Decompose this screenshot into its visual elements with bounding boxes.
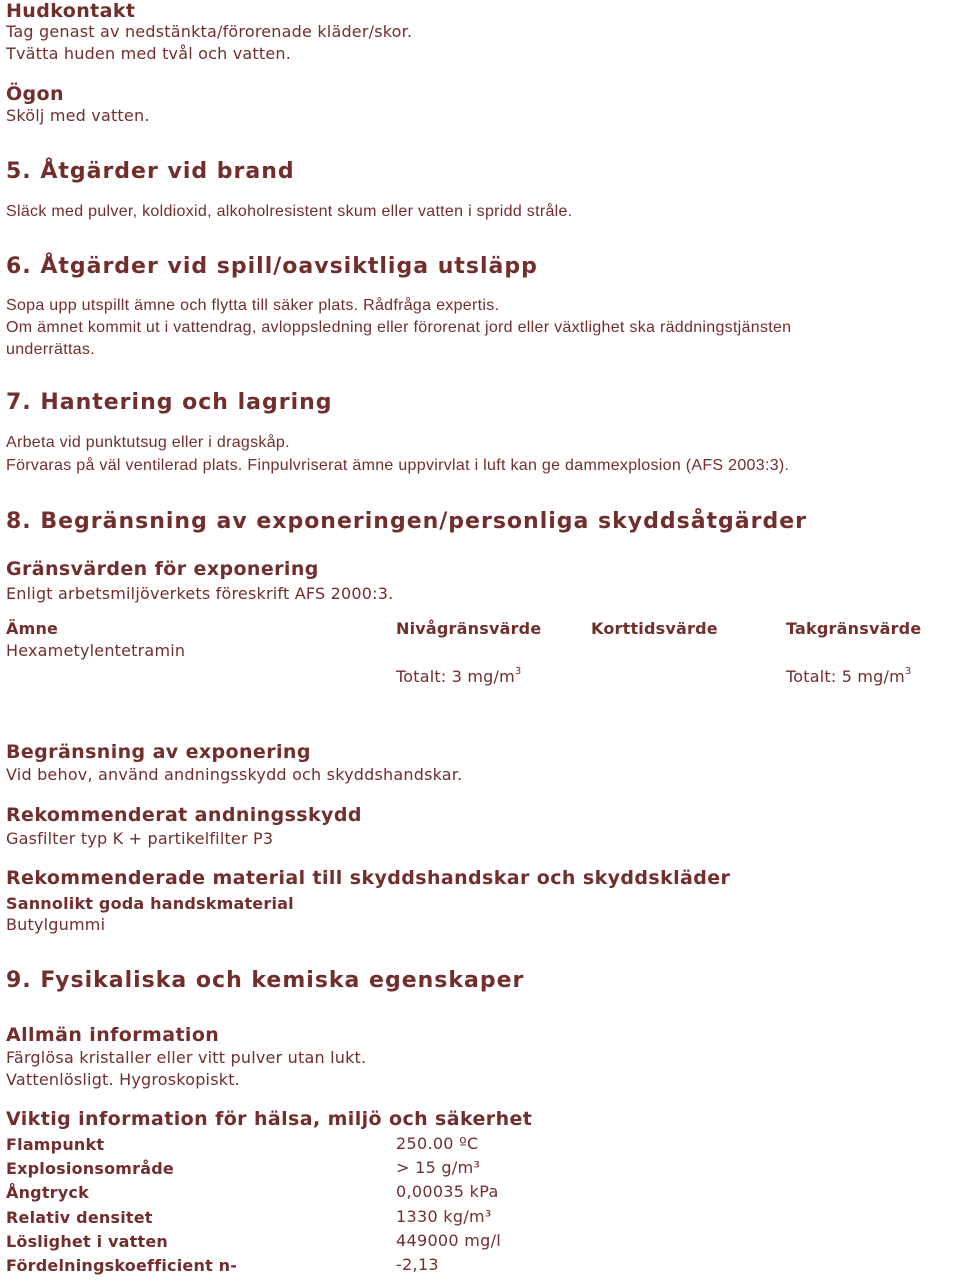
text-line: Färglösa kristaller eller vitt pulver utan lukt. <box>6 1048 367 1067</box>
general-info-heading: Allmän information <box>6 1024 220 1046</box>
property-row-flash-point <box>6 1134 906 1158</box>
col-header-short-term: Korttidsvärde <box>591 619 718 638</box>
section-8-heading: 8. Begränsning av exponeringen/personliga skyddsåtgärder <box>6 509 808 534</box>
text-line: underrättas. <box>6 341 95 358</box>
materials-text: Butylgummi <box>6 915 106 934</box>
text-line: Arbeta vid punktutsug eller i dragskåp. <box>6 434 290 451</box>
limits-table-header <box>6 618 956 640</box>
property-value: 449000 mg/l <box>396 1231 502 1250</box>
property-value: 0,00035 kPa <box>396 1182 499 1201</box>
property-label: Ångtryck <box>6 1183 89 1202</box>
materials-subheading: Sannolikt goda handskmaterial <box>6 894 294 913</box>
property-value: > 15 g/m³ <box>396 1158 481 1177</box>
substance-name: Hexametylentetramin <box>6 641 186 660</box>
section-9-heading: 9. Fysikaliska och kemiska egenskaper <box>6 968 525 993</box>
section-7-heading: 7. Hantering och lagring <box>6 390 333 415</box>
text-line: Om ämnet kommit ut i vattendrag, avloppsledning eller förorenat jord eller växtlighet ska räddningstjänsten <box>6 319 792 336</box>
ceiling-value <box>786 666 911 688</box>
limits-heading: Gränsvärden för exponering <box>6 558 319 580</box>
text-line: Tvätta huden med tvål och vatten. <box>6 44 292 63</box>
level-value-sup: 3 <box>514 666 522 677</box>
text-line: Skölj med vatten. <box>6 106 150 125</box>
text-line: Vattenlösligt. Hygroskopiskt. <box>6 1070 240 1089</box>
text-line: Sopa upp utspillt ämne och flytta till säker plats. Rådfråga expertis. <box>6 297 500 314</box>
property-label: Explosionsområde <box>6 1159 174 1178</box>
section-5-heading: 5. Åtgärder vid brand <box>6 159 295 184</box>
property-value: 1330 kg/m³ <box>396 1207 492 1226</box>
ceiling-value-sup: 3 <box>904 666 912 677</box>
text-line: Släck med pulver, koldioxid, alkoholresistent skum eller vatten i spridd stråle. <box>6 203 573 220</box>
property-label: Flampunkt <box>6 1135 105 1154</box>
col-header-substance: Ämne <box>6 619 59 638</box>
property-row-water-solubility <box>6 1231 906 1255</box>
limits-text: Enligt arbetsmiljöverkets föreskrift AFS 2000:3. <box>6 584 394 603</box>
property-label: Fördelningskoefficient n- <box>6 1256 238 1275</box>
exposure-heading: Begränsning av exponering <box>6 741 311 763</box>
level-value <box>396 666 521 688</box>
level-value-text: Totalt: 3 mg/m <box>396 667 515 686</box>
text-line: Tag genast av nedstänkta/förorenade kläder/skor. <box>6 22 413 41</box>
important-info-heading: Viktig information för hälsa, miljö och säkerhet <box>6 1108 533 1130</box>
section-6-heading: 6. Åtgärder vid spill/oavsiktliga utsläpp <box>6 254 538 279</box>
heading-hudkontakt: Hudkontakt <box>6 0 136 22</box>
property-value: 250.00 ºC <box>396 1134 479 1153</box>
property-value: -2,13 <box>396 1255 439 1274</box>
exposure-text: Vid behov, använd andningsskydd och skyddshandskar. <box>6 765 463 784</box>
property-row-partition-coefficient <box>6 1255 906 1279</box>
property-row-vapor-pressure <box>6 1182 906 1206</box>
heading-ogon: Ögon <box>6 83 64 105</box>
ceiling-value-text: Totalt: 5 mg/m <box>786 667 905 686</box>
property-row-explosion-range <box>6 1158 906 1182</box>
respiratory-heading: Rekommenderat andningsskydd <box>6 804 362 826</box>
respiratory-text: Gasfilter typ K + partikelfilter P3 <box>6 829 274 848</box>
property-label: Relativ densitet <box>6 1208 153 1227</box>
property-label: Löslighet i vatten <box>6 1232 169 1251</box>
col-header-level: Nivågränsvärde <box>396 619 542 638</box>
materials-heading: Rekommenderade material till skyddshandskar och skyddskläder <box>6 867 731 889</box>
text-line: Förvaras på väl ventilerad plats. Finpulvriserat ämne uppvirvlat i luft kan ge dammexplosion (AFS 2003:3). <box>6 457 790 474</box>
table-row <box>6 640 956 690</box>
col-header-ceiling: Takgränsvärde <box>786 619 922 638</box>
property-row-relative-density <box>6 1207 906 1231</box>
